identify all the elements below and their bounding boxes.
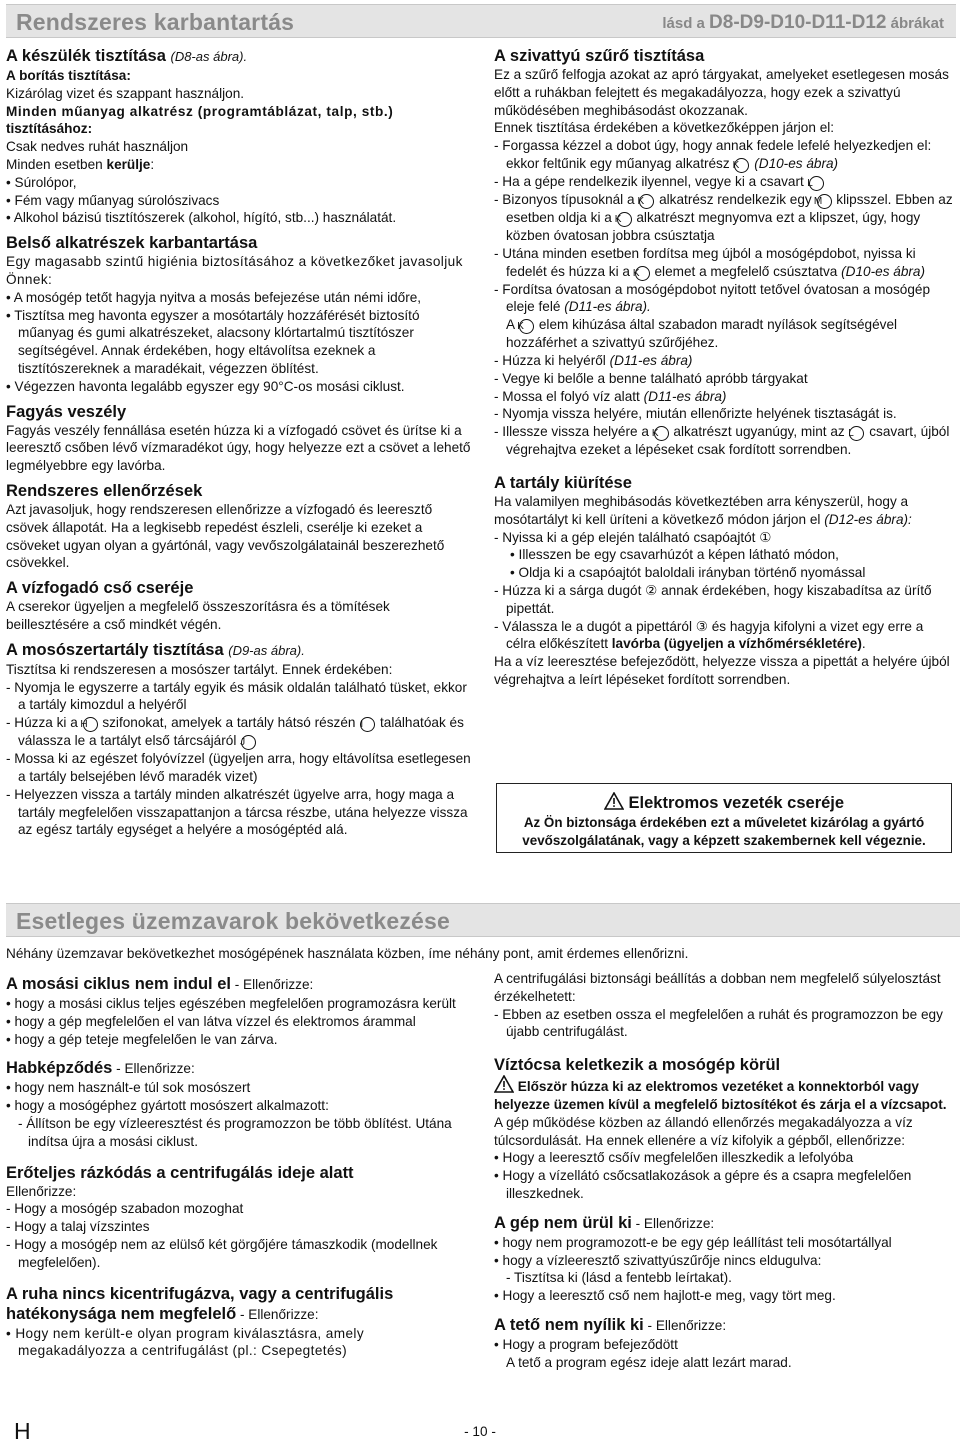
section-title: Esetleges üzemzavarok bekövetkezése (16, 908, 451, 934)
text: A centrifugálási biztonsági beállítás a dobban nem megfelelő súlyelosztást érzékelhetett: (494, 971, 941, 1004)
list-item: - Állítson be egy vízleeresztést és programozzon be több öblítést. Utána indítsa újra a mosási ciklust. (18, 1115, 452, 1149)
list-item: • hogy nem használt-e túl sok mosószert (6, 1080, 251, 1096)
text: Ez a szűrő felfogja azokat az apró tárgyakat, amelyeket esetlegesen mosás előtt a ruhákban felejtett és megakadályozza, hogy ezek a szivattyú működésében meghibásodást okozzanak. (494, 67, 949, 118)
list-item: • Hogy a leeresztő cső nem hajlott-e meg, vagy tört meg. (494, 1288, 836, 1304)
section-header-maintenance (6, 4, 956, 38)
text: Fagyás veszély fennállása esetén húzza ki a vízfogadó csövet és ürítse ki a leeresztő csőben lévő vízmaradékot úgy, hogy helyezze ezt a csövet a lehető legmélyebbre egy lavórba. (6, 422, 471, 474)
list-item: - Illessze vissza helyére a K alkatrészt ugyanúgy, mint az L csavart, újból végrehajtva ezeket a lépéseket csak fordított sorrendben. (494, 424, 950, 458)
list-item: • hogy a gép megfelelően el van látva vízzel és elektromos árammal (6, 1013, 416, 1029)
list-item: • Illesszen be egy csavarhúzót a képen látható módon, (510, 547, 839, 563)
right-column (494, 42, 956, 689)
warning-text: Először húzza ki az elektromos vezetéket a konnektorból vagy helyezze üzemen kívül a megfelelő biztosítékot és zárja el a vízcsapot. (494, 1075, 956, 1114)
warning-triangle-icon (604, 792, 624, 810)
list-item: - Húzza ki a sárga dugót ② annak érdekében, hogy kiszabadítsa az ürítő pipettát. (494, 582, 932, 616)
symbol-j: J (241, 735, 256, 750)
list-item: • Végezzen havonta legalább egyszer egy 90°C-os mosási ciklust. (6, 378, 405, 394)
list-item: - Hogy a mosógép nem az elülső két görgőjére támaszkodik (modellnek megfelelően). (6, 1236, 438, 1270)
list-item: - Nyissa ki a gép elején található csapóajtót ① (494, 529, 772, 545)
page-number: - 10 - (464, 1424, 496, 1439)
heading-device-cleaning: A készülék tisztítása (D8-as ábra). (6, 47, 248, 65)
heading-drawer-cleaning: A mosószertartály tisztítása (D9-as ábra). (6, 640, 305, 659)
heading-checks: Rendszeres ellenőrzések (6, 481, 203, 500)
list-item: - Utána minden esetben fordítsa meg újból a mosógépdobot, nyissa ki fedelét és húzza ki a K elemet a megfelelő csúsztatva (D10-es ábra) (494, 245, 925, 279)
list-item: • Alkohol bázisú tisztítószerek (alkohol, hígító, stb...) használatát. (6, 210, 397, 226)
heading-pump-filter: A szivattyú szűrő tisztítása (494, 47, 705, 65)
troubleshooting-intro: Néhány üzemzavar bekövetkezhet mosógépének használata közben, íme néhány pont, amit érdemes ellenőrizni. (6, 946, 689, 961)
warning-body: Az Ön biztonsága érdekében ezt a műveletet kizárólag a gyártó vevőszolgálatának, vagy a képzett szakembernek kell végeznie. (522, 815, 926, 848)
heading-foam: Habképződés - Ellenőrizze: (6, 1059, 195, 1078)
list-item: - Vegye ki belőle a benne található apróbb tárgyakat (494, 370, 808, 386)
text: A tető a program egész ideje alatt lezárt marad. (506, 1354, 792, 1370)
heading-hose: A vízfogadó cső cseréje (6, 579, 194, 598)
cover-heading: A borítás tisztítása: (6, 68, 131, 83)
list-item: - Fordítsa óvatosan a mosógépdobot nyitott tetővel óvatosan a mosógép eleje felé (D11-es ábra). A K elem kihúzása által szabadon maradt nyílások segítségével hozzáférhet a szivattyú szűrőjéhez. (494, 281, 931, 351)
list-item: • hogy a mosási ciklus teljes egészében megfelelően programozásra került (6, 996, 456, 1011)
list-item: - Tisztítsa ki (lásd a fentebb leírtakat). (506, 1270, 732, 1286)
text: Ha a víz leeresztése befejeződött, helyezze vissza a pipettát a helyére újból végrehajtva a leírt lépéseket fordított sorrendben. (494, 654, 950, 687)
heading-water-puddle: Víztócsa keletkezik a mosógép körül (494, 1056, 781, 1075)
text: A gép működése közben az állandó ellenőrzés megakadályozza a víz túlcsordulását. Ha ennek ellenére a víz kifolyik a gépből, ellenőrizze: (494, 1114, 913, 1148)
list-item: • Hogy nem került-e olyan program kiválasztásra, amely megakadályozza a centrifugálást (pl.: Csepegtetés) (6, 1325, 365, 1359)
heading-no-drain: A gép nem ürül ki - Ellenőrizze: (494, 1213, 715, 1232)
list-item: - Húzza ki a H szifonokat, amelyek a tartály hátsó részén I találhatóak és válassza le a tartályt első tárcsájáról J (6, 715, 464, 749)
figure-reference: lásd a D8-D9-D10-D11-D12 ábrákat (662, 12, 944, 33)
warning-triangle-icon (494, 1075, 514, 1093)
list-item: - Mossa ki az egészet folyóvízzel (ügyeljen arra, hogy eltávolítsa esetlegesen a tartály belsejében lévő maradék vizet) (6, 751, 471, 784)
heading-no-start: A mosási ciklus nem indul el - Ellenőrizze: (6, 975, 314, 993)
text: Egy magasabb szintű higiénia biztosításához a következőket javasoljuk Önnek: (6, 254, 463, 287)
text: Azt javasoljuk, hogy rendszeresen ellenőrizze a vízfogadó és leeresztő csövek állapotát. Ha a legkisebb repedést észleli, cserélje ki ezeket a csöveket ugyan olyan a gyártónál, vagy vevőszolgálatainál beszerezhető csövekkel. (6, 501, 445, 571)
list-item: - Hogy a talaj vízszintes (6, 1219, 150, 1235)
list-item: • hogy a vízleeresztő szivattyúszűrője nincs eldugulva: (494, 1252, 822, 1268)
list-item: • Hogy a vízellátó csőcsatlakozások a gépre és a csapra megfelelően illeszkednek. (494, 1168, 912, 1201)
section-title: Rendszeres karbantartás (16, 9, 295, 35)
text: Tisztítsa ki rendszeresen a mosószer tartályt. Ennek érdekében: (6, 661, 393, 677)
list-item: • Tisztítsa meg havonta egyszer a mosótartály hozzáférését biztosító műanyag és gumi alkatrészeket, alacsony klórtartalmú tisztítószer segítségével. Annak érdekében, hogy eltávolítsa ezeknek a tisztítószereknek a maradékait, végezzen öblítést. (6, 307, 420, 376)
text: Ennek tisztítása érdekében a következőképpen járjon el: (494, 120, 835, 136)
list-item: - Nyomja le egyszerre a tartály egyik és másik oldalán található tüsket, ekkor a tartály kimozdul a helyéről (6, 679, 467, 713)
heading-lid-stuck: A tető nem nyílik ki - Ellenőrizze: (494, 1315, 727, 1334)
list-item: - Mossa el folyó víz alatt (D11-es ábra) (494, 388, 727, 404)
text: A cserekor ügyeljen a megfelelő összeszorításra és a tömítések beillesztésére a cső mindkét végén. (6, 599, 390, 632)
list-item: • Súrolópor, (6, 174, 77, 190)
heading-vibration: Erőteljes rázkódás a centrifugálás ideje alatt (6, 1163, 354, 1182)
language-mark: H (14, 1418, 31, 1444)
list-item: - Helyezzen vissza a tartály minden alkatrészét ügyelve arra, hogy maga a tartály megfelelően visszapattanjon a tárcsa részbe, utána helyezze vissza az egész tartály egységet a helyére a mosógéptéd alá. (6, 786, 468, 838)
list-item: - Ebben az esetben ossza el megfelelően a ruhát és programozzon be egy újabb centrifugálást. (494, 1006, 943, 1040)
list-item: • Fém vagy műanyag súrolószivacs (6, 192, 220, 208)
list-item: - Bizonyos típusoknál a K alkatrész rendelkezik egy M klipsszel. Ebben az esetben oldja ki a K alkatrészt megnyomva ezt a klipszet, úgy, hogy közben óvatosan jobbra csúsztatja (494, 191, 953, 243)
heading-no-spin: A ruha nincs kicentrifugázva, vagy a centrifugális hatékonysága nem megfelelő - Ellenőrizze: (6, 1284, 394, 1323)
list-item: • Hogy a leeresztő csőív megfelelően illeszkedik a lefolyóba (494, 1150, 854, 1166)
symbol-i: I (360, 717, 375, 732)
warning-title: Elektromos vezeték cseréje (507, 792, 941, 814)
list-item: - Húzza ki helyéről (D11-es ábra) (494, 352, 693, 368)
list-item: - Ha a gépe rendelkezik ilyennel, vegye ki a csavart L (494, 173, 956, 191)
text: Ellenőrizze: (6, 1183, 77, 1199)
text: Minden műanyag alkatrész (programtáblázat, talp, stb.) (6, 103, 394, 119)
list-item: • hogy nem programozott-e be egy gép leállítást teli mosótartállyal (494, 1234, 892, 1250)
text: Minden esetben kerülje: (6, 156, 155, 172)
list-item: - Forgassa kézzel a dobot úgy, hogy annak fedele lefelé helyezkedjen el: ekkor feltűnik egy műanyag alkatrész K (D10-es ábra) (494, 138, 932, 171)
symbol-h: H (83, 717, 98, 732)
warning-box (496, 783, 952, 853)
list-item: • A mosógép tetőt hagyja nyitva a mosás befejezése után némi időre, (6, 289, 422, 305)
list-item: • Oldja ki a csapóajtót baloldali irányban történő nyomással (510, 565, 866, 581)
troubleshooting-left-column (6, 970, 472, 1360)
text: Csak nedves ruhát használjon (6, 139, 189, 155)
troubleshooting-right-column (494, 970, 956, 1372)
list-item: • hogy a mosógéphez gyártott mosószert alkalmazott: (6, 1098, 329, 1114)
text: Ha valamilyen meghibásodás következtében arra kényszerül, hogy a mosótartályt ki kell üríteni a következő módon járjon el (D12-es ábra): (494, 493, 912, 527)
text: tisztításához: (6, 121, 93, 137)
left-column (6, 42, 472, 839)
heading-inner-parts: Belső alkatrészek karbantartása (6, 234, 258, 253)
list-item: • Hogy a program befejeződött (494, 1336, 678, 1352)
list-item: - Válassza le a dugót a pipettáról ③ és hagyja kifolyni a vizet egy erre a célra előkészített lavórba (ügyeljen a vízhőmérsékletére). (494, 618, 924, 652)
heading-frost: Fagyás veszély (6, 402, 127, 421)
heading-tank-empty: A tartály kiürítése (494, 473, 632, 492)
list-item: - Nyomja vissza helyére, miután ellenőrizte helyének tisztaságát is. (494, 406, 897, 422)
text: Kizárólag vizet és szappant használjon. (6, 85, 245, 101)
section-header-troubleshooting (6, 903, 960, 937)
list-item: - Hogy a mosógép szabadon mozoghat (6, 1201, 244, 1217)
list-item: • hogy a gép teteje megfelelően le van zárva. (6, 1031, 278, 1047)
